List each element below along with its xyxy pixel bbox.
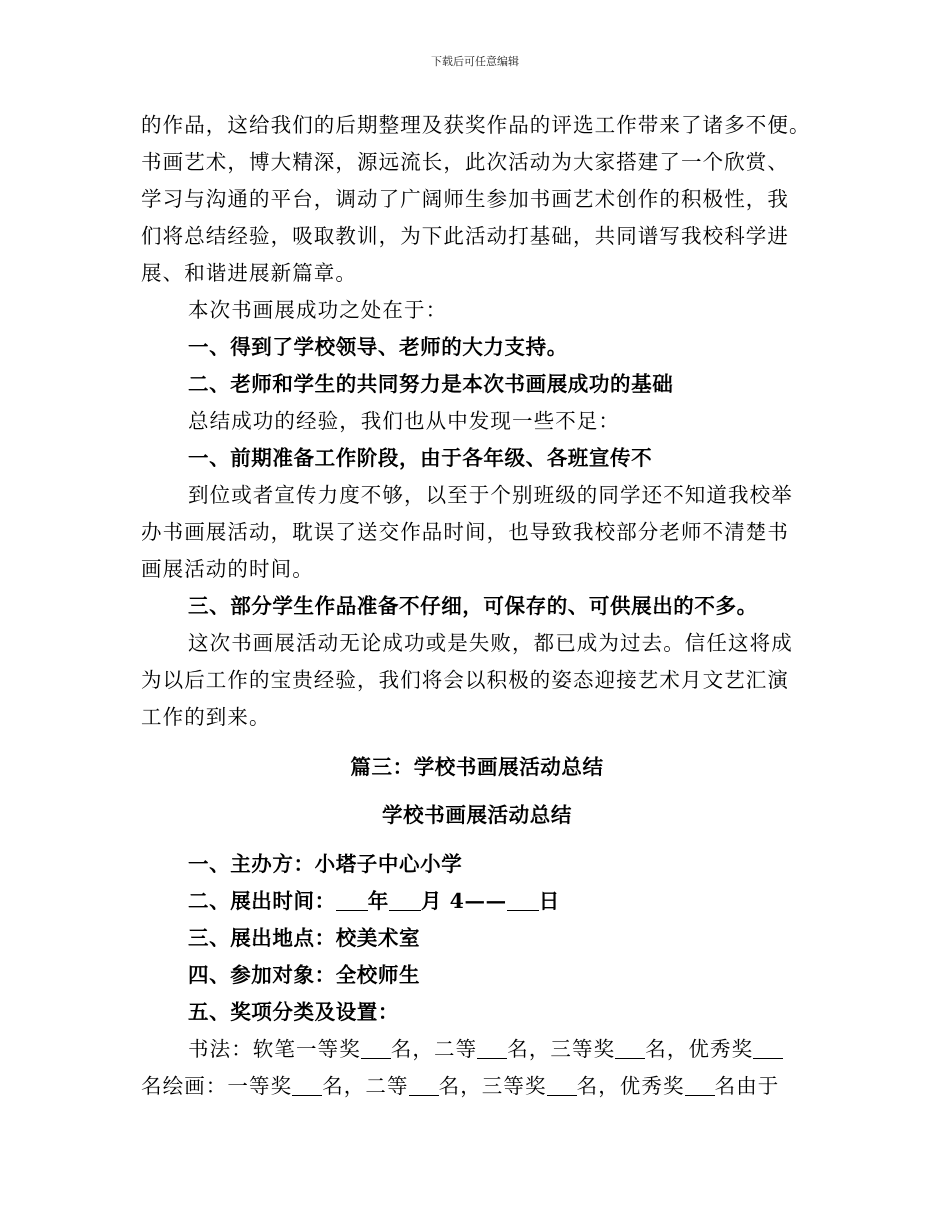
blank-field xyxy=(547,1075,577,1096)
awards-text: 名，三等奖 xyxy=(438,1074,547,1098)
paragraph-line: 总结成功的经验，我们也从中发现一些不足： xyxy=(188,409,620,433)
item-location: 三、展出地点：校美术室 xyxy=(188,926,421,950)
awards-line xyxy=(141,1068,813,1105)
paragraph-line: 这次书画展活动无论成功或是失败，都已成为过去。信任这将成 xyxy=(188,631,793,655)
bold-point: 二、老师和学生的共同努力是本次书画展成功的基础 xyxy=(188,372,674,396)
blank-field xyxy=(685,1075,715,1096)
awards-text: 名由于 xyxy=(714,1074,780,1098)
paragraph-line: 画展活动的时间。 xyxy=(141,557,314,581)
blank-field xyxy=(292,1075,322,1096)
paragraph-line: 的作品，这给我们的后期整理及获奖作品的评选工作带来了诸多不便。 xyxy=(141,113,811,137)
item-time-year: 年 xyxy=(367,889,389,913)
page-header-note: 下载后可任意编辑 xyxy=(431,55,519,68)
blank-field xyxy=(753,1038,783,1059)
bold-point: 一、前期准备工作阶段，由于各年级、各班宣传不 xyxy=(188,446,653,470)
awards-text: 名，二等 xyxy=(390,1037,478,1061)
awards-text: 名，优秀奖 xyxy=(645,1037,754,1061)
bold-point: 三、部分学生作品准备不仔细，可保存的、可供展出的不多。 xyxy=(188,594,758,618)
paragraph-line: 展、和谐进展新篇章。 xyxy=(141,261,357,285)
awards-line xyxy=(141,1031,813,1068)
paragraph-line: 本次书画展成功之处在于： xyxy=(188,298,448,322)
item-organizer: 一、主办方：小塔子中心小学 xyxy=(188,852,463,876)
item-awards: 五、奖项分类及设置： xyxy=(188,1000,399,1024)
paragraph-line: 到位或者宣传力度不够，以至于个别班级的同学还不知道我校举 xyxy=(188,483,793,507)
blank-field xyxy=(336,890,368,911)
item-time-label: 二、展出时间： xyxy=(188,889,336,913)
blank-field xyxy=(615,1038,645,1059)
blank-field xyxy=(409,1075,439,1096)
awards-text: 名绘画：一等奖 xyxy=(141,1074,293,1098)
section-title: 篇三：学校书画展活动总结 xyxy=(350,755,604,779)
paragraph-line: 工作的到来。 xyxy=(141,705,271,729)
section-subtitle: 学校书画展活动总结 xyxy=(382,803,572,827)
item-audience: 四、参加对象：全校师生 xyxy=(188,963,421,987)
awards-text: 名，三等奖 xyxy=(507,1037,616,1061)
blank-field xyxy=(507,890,539,911)
blank-field xyxy=(477,1038,507,1059)
awards-text: 书法：软笔一等奖 xyxy=(188,1037,361,1061)
blank-field xyxy=(389,890,421,911)
paragraph-line: 办书画展活动，耽误了送交作品时间，也导致我校部分老师不清楚书 xyxy=(141,520,789,544)
bold-point: 一、得到了学校领导、老师的大力支持。 xyxy=(188,335,568,359)
item-time-month: 月 4—— xyxy=(420,889,507,913)
document-body xyxy=(141,107,813,1105)
paragraph-line: 学习与沟通的平台，调动了广阔师生参加书画艺术创作的积极性，我 xyxy=(141,187,789,211)
item-time-day: 日 xyxy=(538,889,560,913)
paragraph-line: 们将总结经验，吸取教训，为下此活动打基础，共同谱写我校科学进 xyxy=(141,224,789,248)
blank-field xyxy=(361,1038,391,1059)
paragraph-line: 为以后工作的宝贵经验，我们将会以积极的姿态迎接艺术月文艺汇演 xyxy=(141,668,789,692)
awards-text: 名，二等 xyxy=(322,1074,409,1098)
awards-text: 名，优秀奖 xyxy=(576,1074,685,1098)
paragraph-line: 书画艺术，博大精深，源远流长，此次活动为大家搭建了一个欣赏、 xyxy=(141,150,789,174)
item-time xyxy=(141,883,813,920)
